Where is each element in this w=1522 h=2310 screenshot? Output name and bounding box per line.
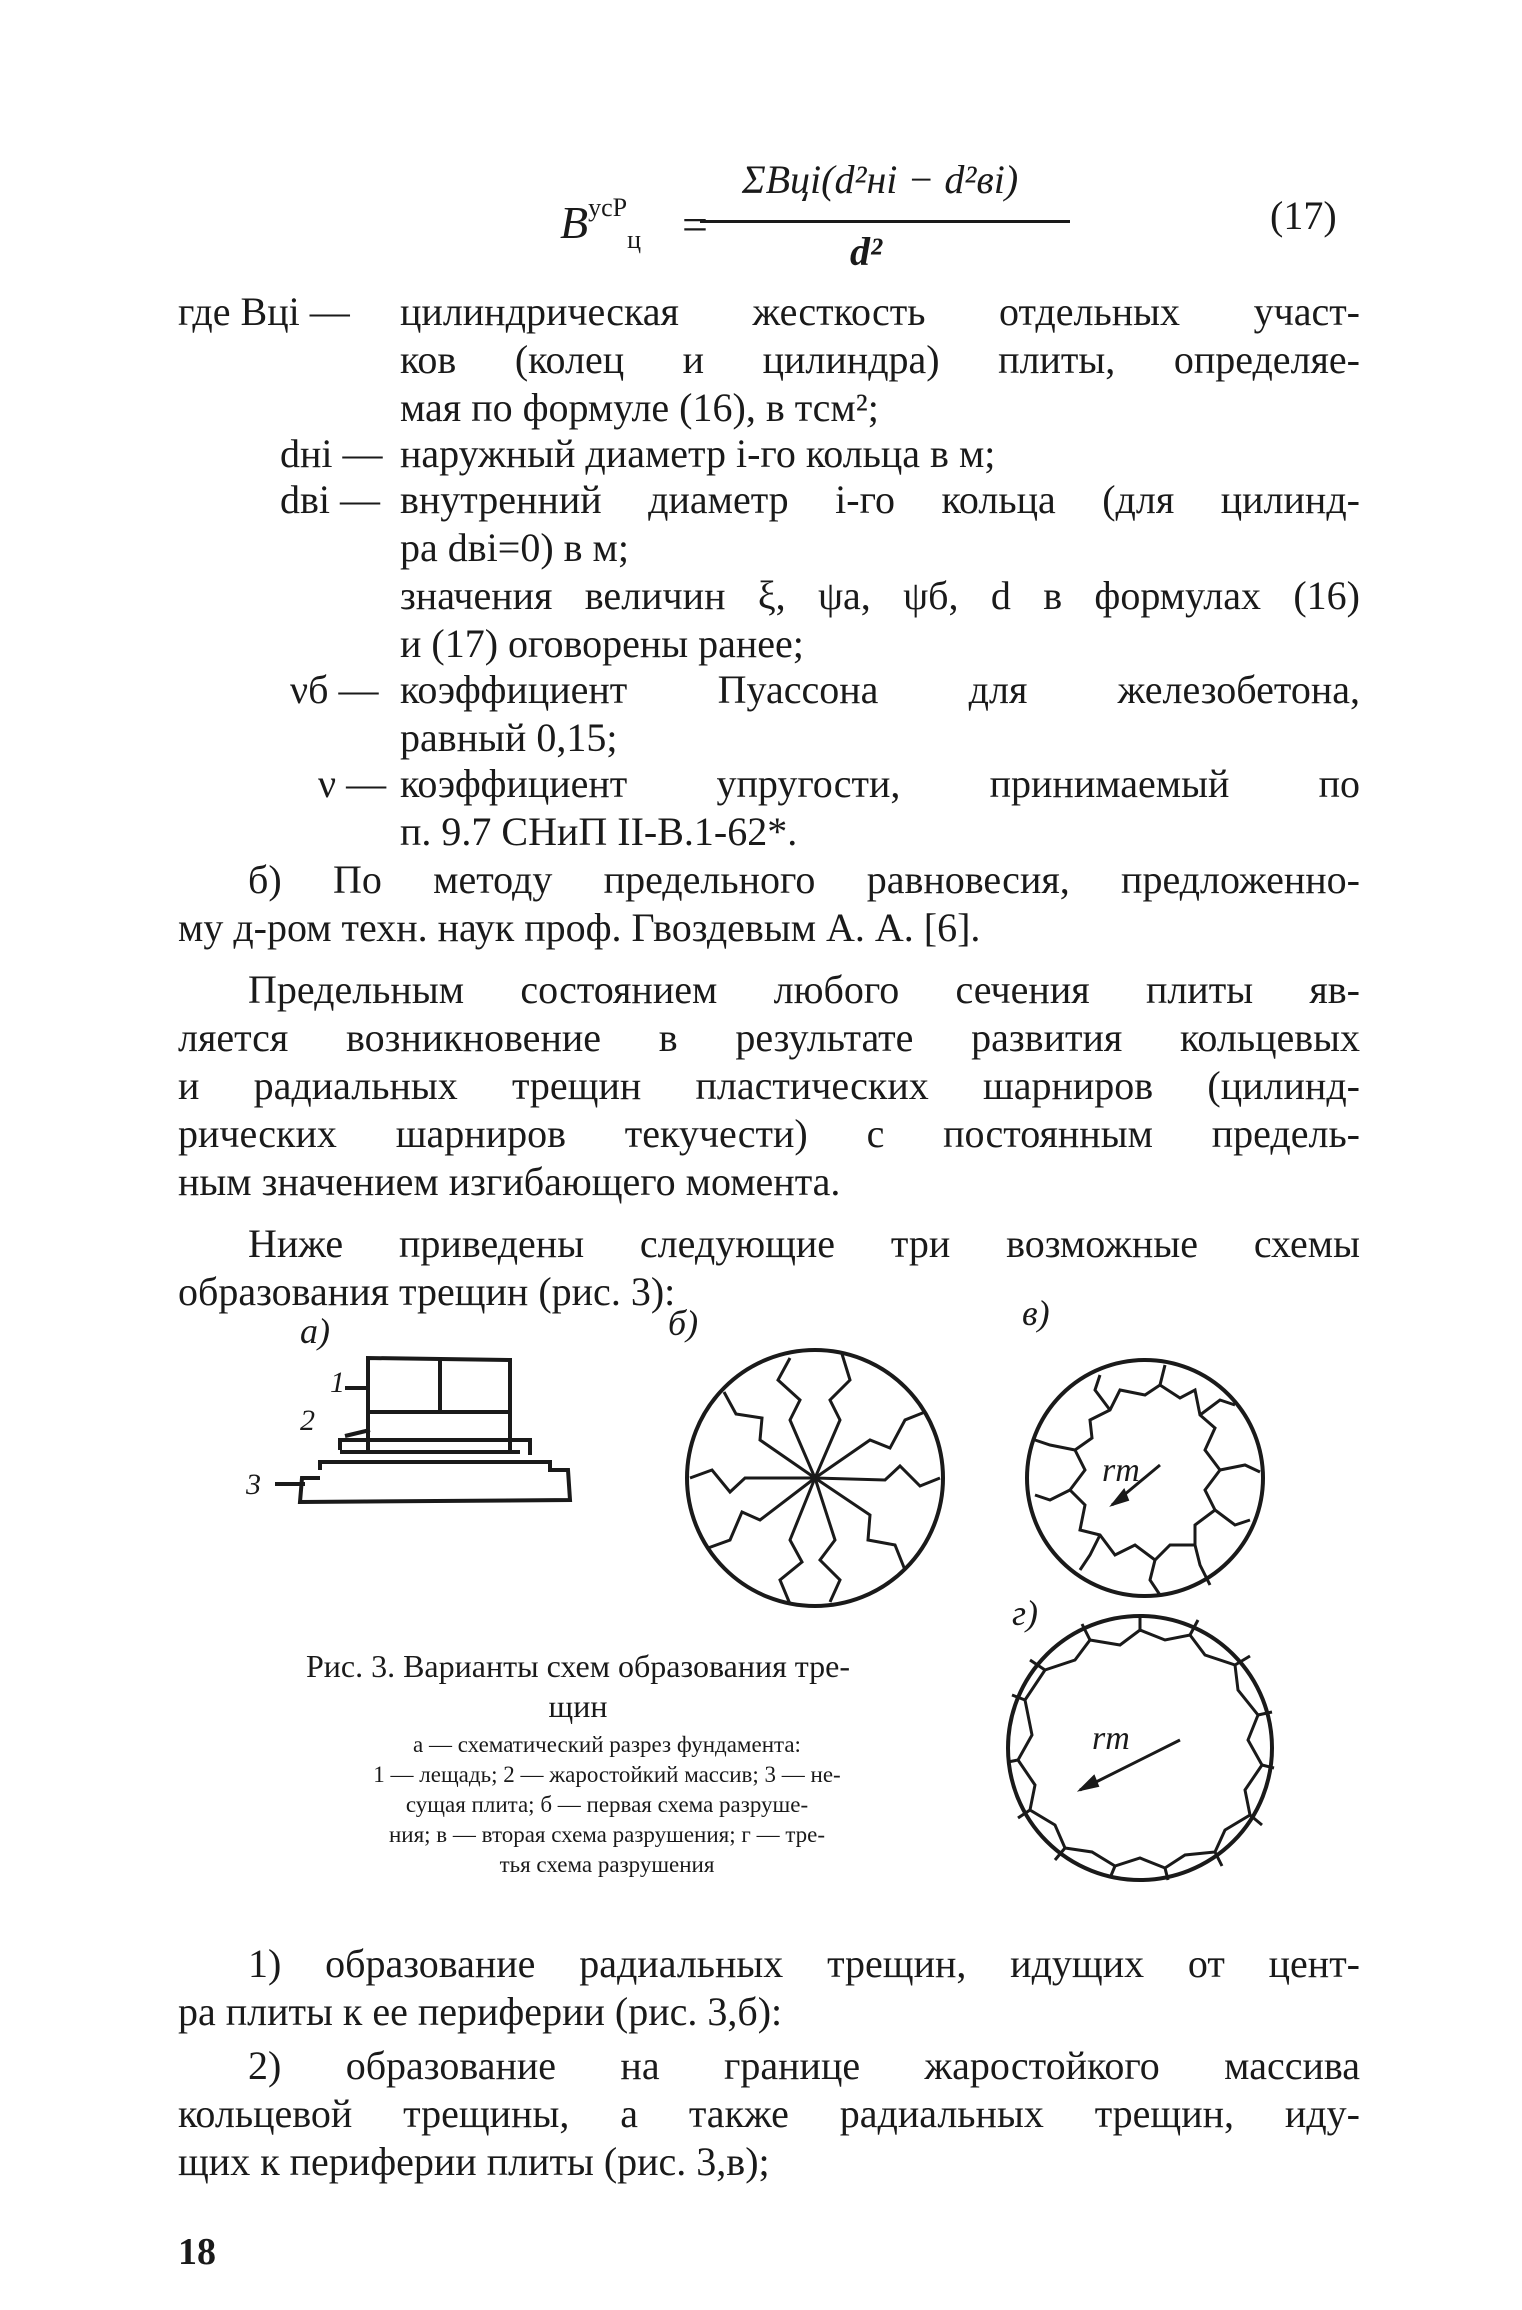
- formula-denominator: d²: [850, 229, 882, 274]
- figure-label-a: а): [300, 1311, 330, 1351]
- figure-caption-title: Рис. 3. Варианты схем образования тре- щин: [305, 1648, 851, 1724]
- def-line: внутренний диаметр i-го кольца (для цилинд-: [400, 477, 1360, 522]
- scheme-g-circle: [1008, 1616, 1274, 1880]
- def-line: цилиндрическая жесткость отдельных участ-: [400, 289, 1360, 334]
- formula-17: [560, 148, 1100, 288]
- figure-caption-body: а — схематический разрез фундамента: 1 — лещадь; 2 — жаростойкий массив; 3 — не- сущая плита; б — первая схема разруше- ния; в — вторая схема разрушения; г — тре- тья схема разрушения: [373, 1732, 841, 1877]
- def-line: коэффициент упругости, принимаемый по: [400, 761, 1360, 806]
- figure-label-b: б): [668, 1303, 699, 1343]
- paragraph-line: му д-ром техн. наук проф. Гвоздевым А. А. [6].: [178, 905, 981, 950]
- list-item-line: ра плиты к ее периферии (рис. 3,б):: [178, 1989, 783, 2034]
- paragraph-line: б) По методу предельного равновесия, предложенно-: [248, 857, 1360, 902]
- def-line: ра dвi=0) в м;: [400, 525, 629, 570]
- def-line: и (17) оговорены ранее;: [400, 621, 804, 666]
- def-line: равный 0,15;: [400, 715, 618, 760]
- paragraph-line: ным значением изгибающего момента.: [178, 1159, 841, 1204]
- radius-label-g: rm: [1092, 1720, 1130, 1757]
- def-symbol-nub: νб —: [290, 667, 379, 712]
- paragraph-line: рических шарниров текучести) с постоянным предель-: [178, 1111, 1360, 1156]
- bearing-slab: [300, 1462, 570, 1502]
- figure-label-g: г): [1012, 1593, 1039, 1633]
- def-symbol-nu: ν —: [318, 761, 387, 806]
- list-item-line: 2) образование на границе жаростойкого массива: [248, 2043, 1360, 2088]
- paragraph-line: Предельным состоянием любого сечения плиты яв-: [248, 967, 1360, 1012]
- paragraph-line: ляется возникновение в результате развития кольцевых: [178, 1015, 1360, 1060]
- scheme-v-circle: [1027, 1360, 1263, 1596]
- part-number-3: 3: [246, 1468, 261, 1501]
- def-line: п. 9.7 СНиП II-В.1-62*.: [400, 809, 798, 854]
- def-line: мая по формуле (16), в тсм²;: [400, 385, 879, 430]
- radius-label-v: rm: [1102, 1452, 1140, 1489]
- def-symbol-bci: где Bцi —: [178, 289, 350, 334]
- def-line: ков (колец и цилиндра) плиты, определяе-: [400, 337, 1360, 382]
- scheme-b-circle: [687, 1350, 943, 1606]
- foundation-section: [275, 1358, 570, 1502]
- def-symbol-dvi: dвi —: [280, 477, 380, 522]
- formula-number: (17): [1270, 193, 1337, 238]
- fraction-bar: [700, 220, 1070, 223]
- paragraph-line: и радиальных трещин пластических шарниров (цилинд-: [178, 1063, 1360, 1108]
- page-number: 18: [178, 2231, 216, 2273]
- part-number-1: 1: [330, 1366, 345, 1399]
- part-number-2: 2: [300, 1404, 315, 1437]
- formula-numerator: ΣBцi(d²нi − d²вi): [741, 157, 1019, 202]
- paragraph-line: Ниже приведены следующие три возможные схемы: [248, 1221, 1360, 1266]
- formula-equals: =: [682, 199, 708, 250]
- figure-label-v: в): [1022, 1293, 1050, 1333]
- def-line: наружный диаметр i-го кольца в м;: [400, 431, 996, 476]
- formula-lhs: $B^{усР}_ц$: [560, 192, 642, 255]
- def-line: значения величин ξ, ψа, ψб, d в формулах (16): [400, 573, 1360, 618]
- list-item-line: кольцевой трещины, а также радиальных трещин, иду-: [178, 2091, 1360, 2136]
- def-line: коэффициент Пуассона для железобетона,: [400, 667, 1360, 712]
- paragraph-line: образования трещин (рис. 3):: [178, 1269, 676, 1314]
- def-symbol-dni: dнi —: [280, 431, 383, 476]
- list-item-line: 1) образование радиальных трещин, идущих от цент-: [248, 1941, 1360, 1986]
- list-item-line: щих к периферии плиты (рис. 3,в);: [178, 2139, 770, 2184]
